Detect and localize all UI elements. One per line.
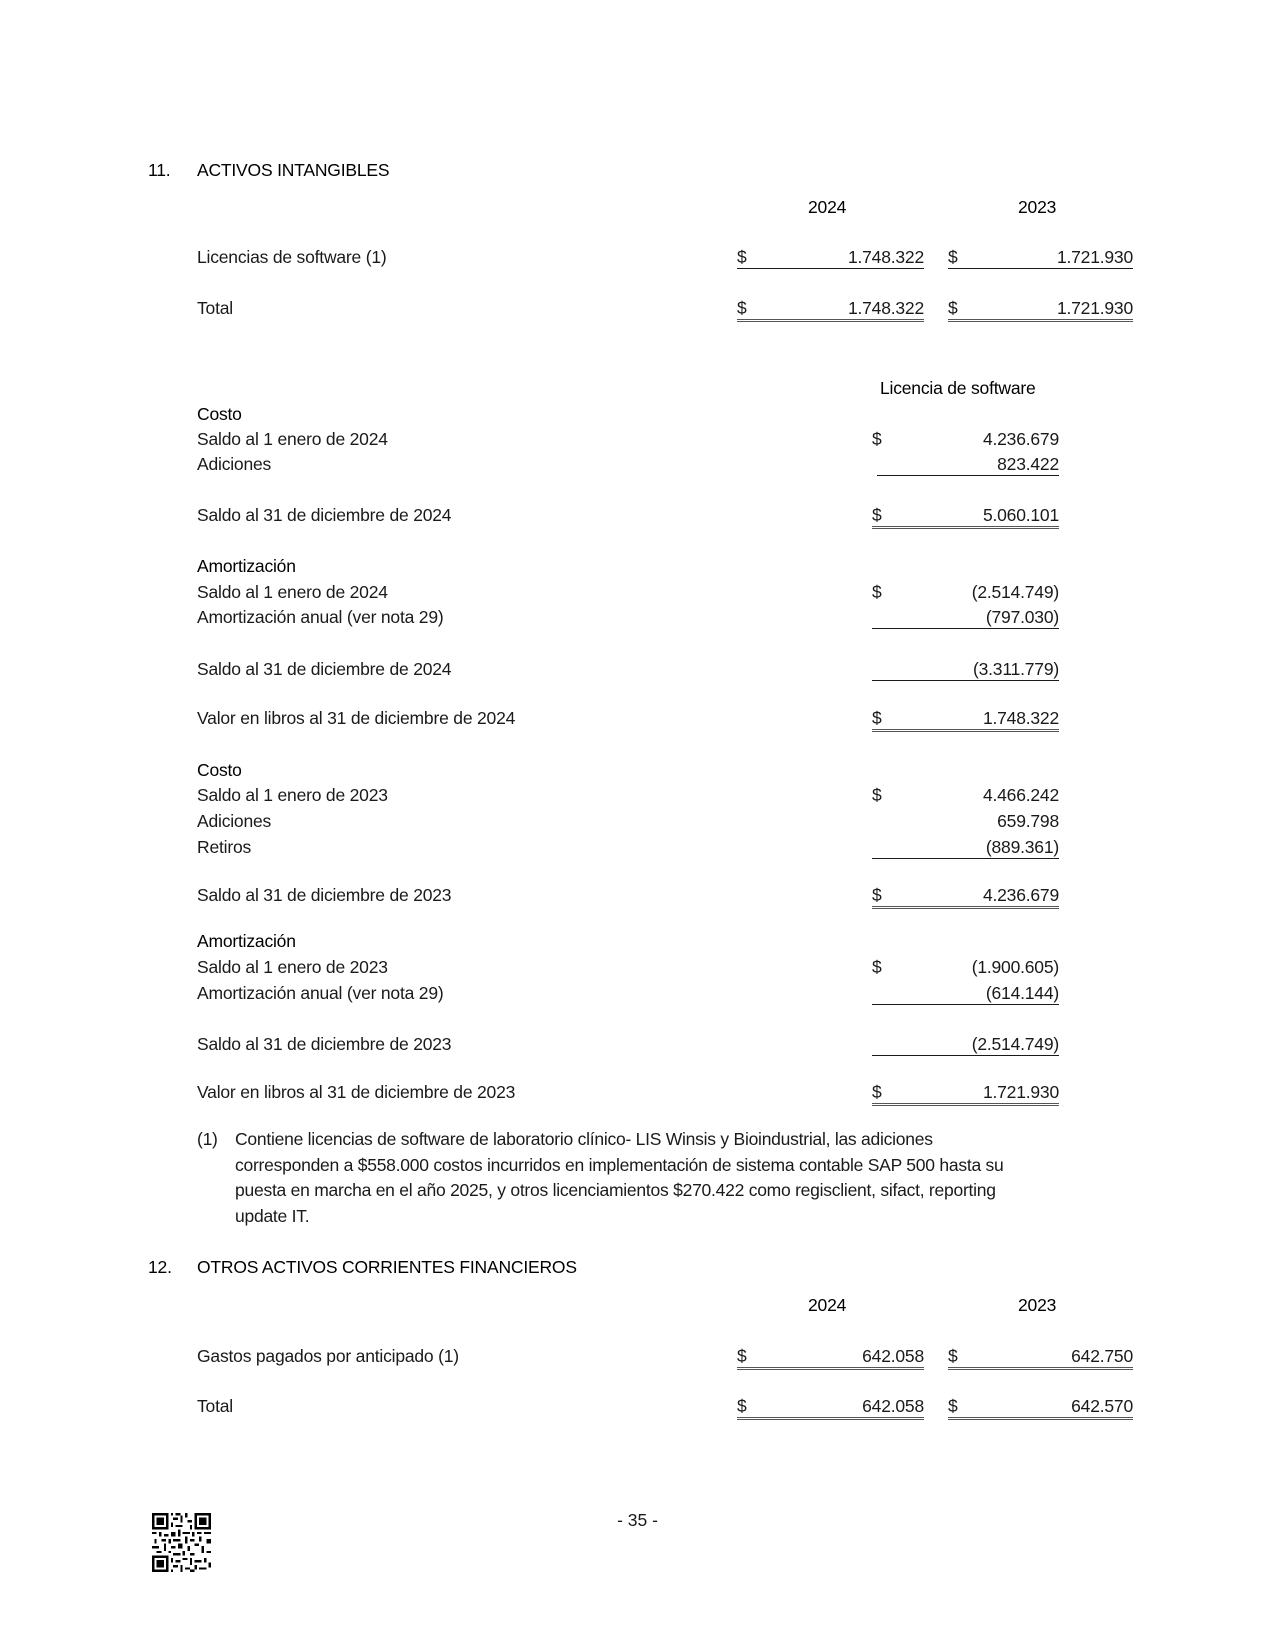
- cell-cost-2024-additions: [877, 453, 1059, 476]
- value: (3.311.779): [972, 659, 1059, 679]
- currency-symbol: $: [872, 1082, 882, 1102]
- footnote-line: puesta en marcha en el año 2025, y otros licenciamientos $270.422 como regisclient, sifact, reporting: [235, 1180, 996, 1201]
- currency-symbol: $: [872, 429, 882, 449]
- currency-symbol: $: [948, 298, 958, 318]
- cell-gastos-2023: [948, 1345, 1133, 1370]
- currency-symbol: $: [737, 247, 747, 267]
- currency-symbol: $: [948, 247, 958, 267]
- value: 1.721.930: [1056, 247, 1133, 267]
- cell-amort-2023-opening: [872, 956, 1059, 978]
- footnote-line: corresponden a $558.000 costos incurridos en implementación de sistema contable SAP 500 hasta su: [235, 1154, 1004, 1175]
- col-header-2023: 2023: [1018, 197, 1057, 217]
- cell-total-2024: [737, 297, 924, 322]
- row-label: Adiciones: [197, 811, 272, 831]
- currency-symbol: $: [737, 1346, 747, 1366]
- row-label: Saldo al 1 enero de 2024: [197, 429, 388, 449]
- row-label: Saldo al 1 enero de 2023: [197, 957, 388, 977]
- cell-book-value-2024: [872, 707, 1059, 732]
- row-label: Amortización anual (ver nota 29): [197, 983, 444, 1003]
- cost-2024-title: Costo: [197, 404, 242, 424]
- row-label: Saldo al 31 de diciembre de 2023: [197, 885, 452, 905]
- value: (797.030): [985, 607, 1059, 627]
- row-label: Valor en libros al 31 de diciembre de 2023: [197, 1082, 516, 1102]
- value: 1.721.930: [1056, 298, 1133, 318]
- amortization-2024-title: Amortización: [197, 556, 296, 576]
- cost-2023-title: Costo: [197, 760, 242, 780]
- row-label: Saldo al 1 enero de 2023: [197, 785, 388, 805]
- value: (889.361): [985, 837, 1059, 857]
- value: 642.058: [862, 1346, 924, 1366]
- cell-amort-2024-closing: [872, 658, 1059, 681]
- cell-cost-2024-closing: [872, 504, 1059, 529]
- row-label: Valor en libros al 31 de diciembre de 2024: [197, 708, 516, 728]
- value: 1.721.930: [982, 1082, 1059, 1102]
- section-12-title: OTROS ACTIVOS CORRIENTES FINANCIEROS: [197, 1257, 577, 1277]
- value: (2.514.749): [971, 582, 1059, 602]
- currency-symbol: $: [872, 582, 882, 602]
- col-header-2024: 2024: [808, 197, 847, 217]
- currency-symbol: $: [737, 298, 747, 318]
- section-12-number: 12.: [148, 1257, 172, 1277]
- cell-cost-2023-opening: [872, 784, 1059, 806]
- row-label: Saldo al 31 de diciembre de 2024: [197, 659, 452, 679]
- cell-cost-2023-closing: [872, 884, 1059, 909]
- cell-total-2023: [948, 297, 1133, 322]
- row-label: Adiciones: [197, 454, 272, 474]
- row-label-total: Total: [197, 1396, 233, 1416]
- value: 4.236.679: [982, 885, 1059, 905]
- cell-cost-2023-retirements: [872, 836, 1059, 859]
- row-label: Retiros: [197, 837, 252, 857]
- cell-gastos-2024: [737, 1345, 924, 1370]
- value: (1.900.605): [971, 957, 1059, 977]
- row-label-licencias: Licencias de software (1): [197, 247, 387, 267]
- cell-amort-2023-annual: [872, 982, 1059, 1005]
- cell-amort-2024-opening: [872, 581, 1059, 603]
- cell-book-value-2023: [872, 1081, 1059, 1106]
- footnote-marker: (1): [197, 1129, 218, 1149]
- currency-symbol: $: [872, 957, 882, 977]
- cell-amort-2023-closing: [872, 1033, 1059, 1056]
- value: 1.748.322: [847, 298, 924, 318]
- value: 5.060.101: [982, 505, 1059, 525]
- value: (2.514.749): [971, 1034, 1059, 1054]
- cell-licencias-2023: [948, 246, 1133, 269]
- value: 642.570: [1071, 1396, 1133, 1416]
- value: 1.748.322: [982, 708, 1059, 728]
- cell-cost-2023-additions: [872, 810, 1059, 832]
- row-label: Amortización anual (ver nota 29): [197, 607, 444, 627]
- section-11-title: ACTIVOS INTANGIBLES: [197, 160, 390, 180]
- col-header-2023: 2023: [1018, 1295, 1057, 1315]
- value: (614.144): [985, 983, 1059, 1003]
- value: 823.422: [997, 454, 1059, 474]
- movement-column-header: Licencia de software: [880, 378, 1036, 398]
- row-label: Saldo al 31 de diciembre de 2023: [197, 1034, 452, 1054]
- value: 4.466.242: [982, 785, 1059, 805]
- currency-symbol: $: [872, 885, 882, 905]
- footnote-line: update IT.: [235, 1206, 310, 1227]
- value: 659.798: [997, 811, 1059, 831]
- cell-total12-2024: [737, 1395, 924, 1420]
- amortization-2023-title: Amortización: [197, 931, 296, 951]
- currency-symbol: $: [872, 708, 882, 728]
- row-label-gastos: Gastos pagados por anticipado (1): [197, 1346, 459, 1366]
- footnote: [197, 1127, 1117, 1237]
- currency-symbol: $: [872, 785, 882, 805]
- cell-cost-2024-opening: [872, 428, 1059, 450]
- currency-symbol: $: [737, 1396, 747, 1416]
- currency-symbol: $: [872, 505, 882, 525]
- value: 4.236.679: [982, 429, 1059, 449]
- row-label: Saldo al 31 de diciembre de 2024: [197, 505, 452, 525]
- qr-code-icon: [152, 1513, 211, 1572]
- currency-symbol: $: [948, 1396, 958, 1416]
- footnote-line: Contiene licencias de software de laboratorio clínico- LIS Winsis y Bioindustrial, las adiciones: [235, 1129, 933, 1149]
- col-header-2024: 2024: [808, 1295, 847, 1315]
- cell-total12-2023: [948, 1395, 1133, 1420]
- value: 642.058: [862, 1396, 924, 1416]
- value: 642.750: [1071, 1346, 1133, 1366]
- currency-symbol: $: [948, 1346, 958, 1366]
- section-11-number: 11.: [148, 160, 171, 180]
- cell-licencias-2024: [737, 246, 924, 269]
- cell-amort-2024-annual: [872, 606, 1059, 629]
- value: 1.748.322: [847, 247, 924, 267]
- row-label-total: Total: [197, 298, 233, 318]
- page-number: - 35 -: [617, 1510, 658, 1530]
- row-label: Saldo al 1 enero de 2024: [197, 582, 388, 602]
- footnote-body: [235, 1127, 1115, 1230]
